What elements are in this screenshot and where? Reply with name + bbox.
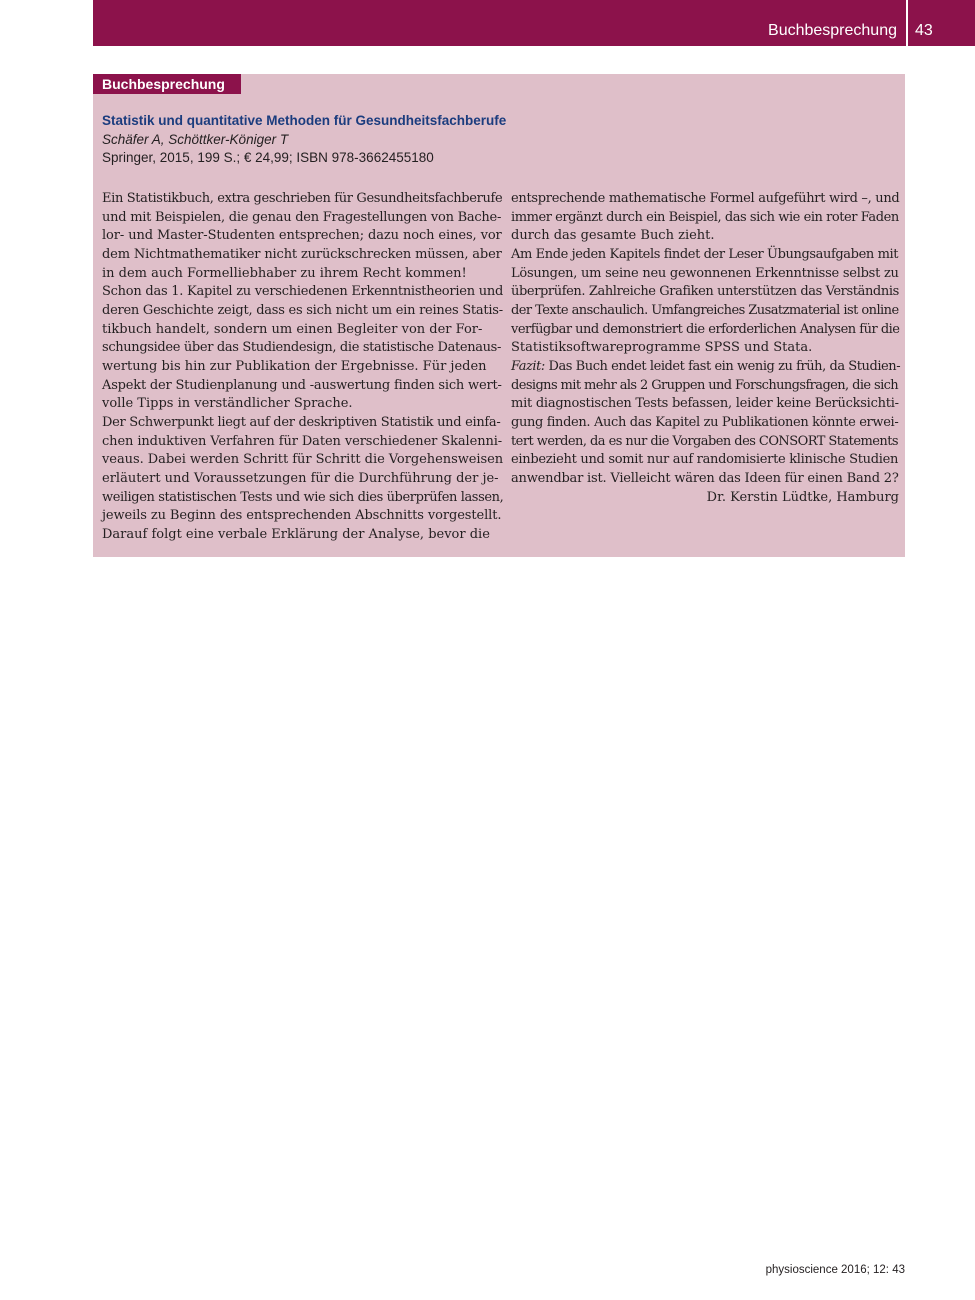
text-line: tert werden, da es nur die Vorgaben des CONSORT Statements (511, 433, 899, 449)
text-line: volle Tipps in verständlicher Sprache. (102, 396, 353, 412)
text-line: Darauf folgt eine verbale Erklärung der Analyse, bevor die (102, 526, 490, 542)
text-line: Statistiksoftwareprogramme SPSS und Stata. (511, 340, 813, 356)
text-line: designs mit mehr als 2 Gruppen und Forschungsfragen, die sich (511, 377, 899, 393)
book-authors: Schäfer A, Schöttker-Königer T (102, 131, 289, 147)
text-line: Lösungen, um seine neu gewonnenen Erkenntnisse selbst zu (511, 265, 899, 281)
text-line: überprüfen. Zahlreiche Grafiken unterstützen das Verständnis (511, 284, 899, 300)
text-line: lor- und Master-Studenten entsprechen; dazu noch eines, vor (102, 228, 502, 244)
text-line: weiligen statistischen Tests und wie sich dies überprüfen lassen, (102, 489, 504, 505)
text-line: dem Nichtmathematiker nicht zurückschrecken müssen, aber (102, 246, 502, 262)
review-text-left-column (102, 190, 502, 544)
text-line: verfügbar und demonstriert die erforderlichen Analysen für die (511, 321, 900, 337)
book-metadata (102, 112, 882, 168)
text-line: Am Ende jeden Kapitels findet der Leser Übungsaufgaben mit (511, 246, 899, 262)
text-line: Der Schwerpunkt liegt auf der deskriptiven Statistik und einfa- (102, 414, 501, 430)
text-line: veaus. Dabei werden Schritt für Schritt die Vorgehensweisen (102, 452, 504, 468)
text-line: entsprechende mathematische Formel aufgeführt wird –, und (511, 191, 900, 206)
text-line: durch das gesamte Buch zieht. (511, 228, 715, 244)
book-review-box (93, 74, 905, 557)
text-line: schungsidee über das Studiendesign, die statistische Datenaus- (102, 340, 502, 356)
text-line: wertung bis hin zur Publikation der Ergebnisse. Für jeden (102, 358, 487, 374)
fazit-first-line (511, 358, 899, 377)
header-divider (906, 0, 908, 46)
review-tag: Buchbesprechung (93, 74, 241, 94)
text-line: chen induktiven Verfahren für Daten verschiedener Skalenni- (102, 433, 503, 449)
review-text-right-column (511, 190, 899, 507)
text-line: immer ergänzt durch ein Beispiel, das sich wie ein roter Faden (511, 209, 899, 225)
text-line: in dem auch Formelliebhaber zu ihrem Recht kommen! (102, 265, 467, 281)
text-line: und mit Beispielen, die genau den Fragestellungen von Bache- (102, 209, 502, 225)
text-line: einbezieht und somit nur auf randomisierte klinische Studien (511, 452, 899, 468)
text-line: anwendbar ist. Vielleicht wären das Ideen für einen Band 2? (511, 470, 899, 486)
footer-citation: physioscience 2016; 12: 43 (765, 1264, 905, 1276)
text-line: der Texte anschaulich. Umfangreiches Zusatzmaterial ist online (511, 302, 899, 318)
text-line: tikbuch handelt, sondern um einen Begleiter von der For- (102, 321, 483, 337)
text-line: jeweils zu Beginn des entsprechenden Abschnitts vorgestellt. (102, 508, 502, 524)
book-publication-info: Springer, 2015, 199 S.; € 24,99; ISBN 978-3662455180 (102, 150, 434, 165)
book-title: Statistik und quantitative Methoden für Gesundheitsfachberufe (102, 113, 507, 128)
fazit-label: Fazit: (511, 358, 545, 374)
text-line: deren Geschichte zeigt, dass es sich nicht um ein reines Statis- (102, 302, 503, 318)
running-header-section: Buchbesprechung (768, 22, 897, 39)
text-line: Schon das 1. Kapitel zu verschiedenen Erkenntnistheorien und (102, 284, 504, 300)
text-line: erläutert und Voraussetzungen für die Durchführung der je- (102, 470, 499, 486)
text-line: mit diagnostischen Tests befassen, leider keine Berücksichti- (511, 396, 899, 412)
text-line: gung finden. Auch das Kapitel zu Publikationen könnte erwei- (511, 414, 899, 430)
reviewer-signature: Dr. Kerstin Lüdtke, Hamburg (706, 489, 899, 505)
fazit-text: Das Buch endet leidet fast ein wenig zu früh, da Studien- (544, 358, 901, 374)
text-line: Aspekt der Studienplanung und -auswertung finden sich wert- (102, 377, 502, 393)
page-number: 43 (915, 22, 933, 39)
text-line: Ein Statistikbuch, extra geschrieben für Gesundheitsfachberufe (102, 191, 503, 206)
